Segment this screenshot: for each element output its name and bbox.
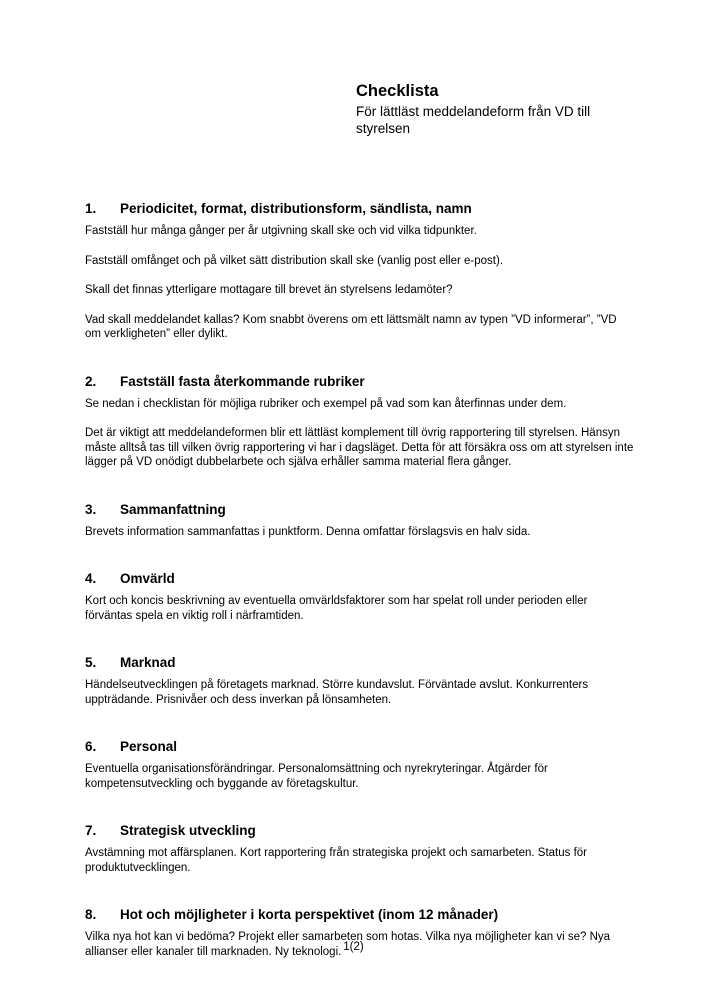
section-title: Personal <box>120 739 178 754</box>
section-heading <box>85 570 634 587</box>
paragraph: Det är viktigt att meddelandeformen blir ett lättläst komplement till övrig rapportering till styrelsen. Hänsyn måste alltså tas till vilken övrig rapportering vi har i dagsläget. Detta för att försäkra oss om att styrelsen inte lägger på VD onödigt dubbelarbete och själva erhåller samma material flera gånger. <box>85 427 634 468</box>
paragraph: Fastställ hur många gånger per år utgivning skall ske och vid vilka tidpunkter. <box>85 225 477 237</box>
section-heading <box>85 501 634 518</box>
section-5 <box>85 654 634 707</box>
paragraph: Vad skall meddelandet kallas? Kom snabbt överens om ett lättsmält namn av typen ”VD informerar”, ”VD om verkligheten” eller dylikt. <box>85 313 617 340</box>
paragraph: Avstämning mot affärsplanen. Kort rapportering från strategiska projekt och samarbeten. Status för produktutvecklingen. <box>85 847 588 874</box>
section-heading <box>85 822 634 839</box>
section-heading <box>85 654 634 671</box>
section-number: 8. <box>85 907 97 922</box>
section-number: 1. <box>85 201 97 216</box>
section-3 <box>85 501 634 540</box>
page-subtitle: För lättläst meddelandeform från VD till styrelsen <box>356 104 591 136</box>
section-2 <box>85 373 634 470</box>
section-body <box>85 397 634 470</box>
section-title: Fastställ fasta återkommande rubriker <box>120 373 365 389</box>
section-number: 3. <box>85 501 97 517</box>
section-6 <box>85 738 634 791</box>
title-block <box>356 82 624 137</box>
section-number: 7. <box>85 823 97 838</box>
section-body <box>85 678 634 707</box>
paragraph: Brevets information sammanfattas i punktform. Denna omfattar förslagsvis en halv sida. <box>85 525 531 538</box>
paragraph: Eventuella organisationsförändringar. Personalomsättning och nyrekryteringar. Åtgärder för kompetensutveckling och byggande av företagskultur. <box>85 763 548 790</box>
page-number: 1(2) <box>343 941 364 953</box>
section-heading <box>85 906 634 923</box>
paragraph: Händelseutvecklingen på företagets marknad. Större kundavslut. Förväntade avslut. Konkurrenters uppträdande. Prisnivåer och dess inverkan på lönsamheten. <box>85 679 589 706</box>
section-body <box>85 525 634 540</box>
section-title: Sammanfattning <box>120 501 226 517</box>
paragraph: Se nedan i checklistan för möjliga rubriker och exempel på vad som kan återfinnas under dem. <box>85 397 567 410</box>
section-heading <box>85 200 634 217</box>
section-title: Marknad <box>120 655 176 670</box>
section-body <box>85 762 634 791</box>
section-title: Omvärld <box>120 571 175 586</box>
paragraph: Skall det finnas ytterligare mottagare till brevet än styrelsens ledamöter? <box>85 284 453 296</box>
section-body <box>85 594 634 623</box>
section-number: 5. <box>85 655 97 670</box>
section-heading <box>85 738 634 755</box>
section-title: Periodicitet, format, distributionsform, sändlista, namn <box>120 201 472 216</box>
paragraph: Fastställ omfånget och på vilket sätt distribution skall ske (vanlig post eller e-post). <box>85 254 504 267</box>
section-body <box>85 846 634 875</box>
section-title: Strategisk utveckling <box>120 823 256 838</box>
document-body <box>85 200 634 959</box>
section-4 <box>85 570 634 623</box>
section-number: 6. <box>85 739 97 754</box>
section-7 <box>85 822 634 875</box>
section-number: 4. <box>85 571 97 586</box>
page-title: Checklista <box>356 82 439 100</box>
paragraph: Vilka nya hot kan vi bedöma? Projekt eller samarbeten som hotas. Vilka nya möjligheter kan vi se? Nya allianser eller kanaler till marknaden. Ny teknologi. <box>85 931 611 958</box>
section-body <box>85 224 634 342</box>
section-number: 2. <box>85 373 97 389</box>
section-title: Hot och möjligheter i korta perspektivet (inom 12 månader) <box>120 907 499 922</box>
section-1 <box>85 200 634 342</box>
section-heading <box>85 373 634 390</box>
paragraph: Kort och koncis beskrivning av eventuella omvärldsfaktorer som har spelat roll under perioden eller förväntas spela en viktig roll i närframtiden. <box>85 595 588 622</box>
